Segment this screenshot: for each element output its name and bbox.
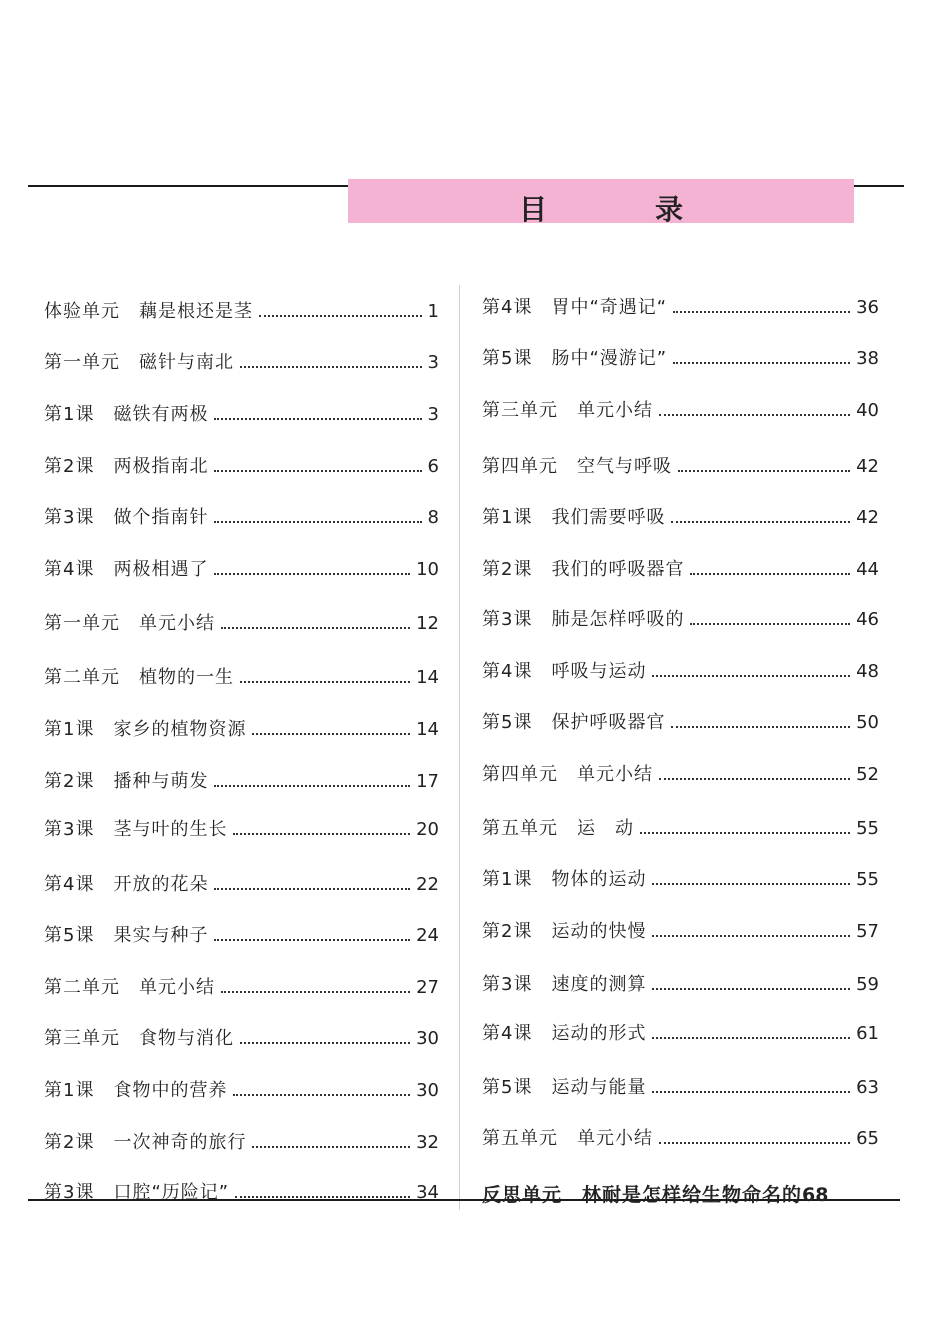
toc-page-number: 59: [856, 974, 879, 995]
toc-entry[interactable]: [482, 399, 879, 423]
toc-leader-dots: [214, 521, 421, 523]
toc-entry-label: 反思单元 林耐是怎样给生物命名的: [482, 1184, 803, 1206]
toc-page-number: 22: [416, 874, 439, 895]
toc-page-number: 63: [856, 1077, 879, 1098]
toc-entry-label: 第五单元 运 动: [482, 818, 634, 839]
toc-entry[interactable]: [44, 718, 439, 742]
toc-entry-label: 第二单元 单元小结: [44, 977, 215, 998]
toc-entry[interactable]: [44, 818, 439, 842]
column-divider: [459, 285, 460, 1210]
toc-leader-dots: [240, 1042, 410, 1044]
toc-page-number: 68: [802, 1184, 829, 1206]
toc-entry[interactable]: [482, 868, 879, 892]
toc-page-number: 42: [856, 456, 879, 477]
toc-page-number: 50: [856, 712, 879, 733]
toc-leader-dots: [240, 366, 422, 368]
toc-entry[interactable]: [482, 506, 879, 530]
toc-leader-dots: [652, 935, 850, 937]
toc-leader-dots: [214, 888, 410, 890]
toc-page-number: 34: [416, 1182, 439, 1203]
toc-page-number: 32: [416, 1132, 439, 1153]
toc-entry[interactable]: [44, 1079, 439, 1103]
page-title: 目 录: [518, 193, 723, 226]
toc-leader-dots: [652, 988, 850, 990]
toc-entry[interactable]: [482, 920, 879, 944]
toc-leader-dots: [214, 573, 410, 575]
toc-entry-label: 第3课 肺是怎样呼吸的: [482, 609, 685, 630]
toc-entry-label: 第1课 家乡的植物资源: [44, 719, 247, 740]
toc-page-number: 36: [856, 297, 879, 318]
toc-entry[interactable]: [482, 455, 879, 479]
toc-entry[interactable]: [44, 506, 439, 530]
toc-page-number: 20: [416, 819, 439, 840]
toc-entry[interactable]: [44, 351, 439, 375]
toc-leader-dots: [214, 470, 421, 472]
toc-leader-dots: [659, 414, 850, 416]
toc-entry[interactable]: [482, 347, 879, 371]
toc-page-number: 6: [427, 456, 439, 477]
toc-entry[interactable]: [482, 817, 879, 841]
toc-entry-label: 第4课 运动的形式: [482, 1023, 647, 1044]
toc-page-number: 38: [856, 348, 879, 369]
toc-page-number: 1: [427, 301, 439, 322]
toc-leader-dots: [652, 675, 850, 677]
toc-entry[interactable]: [44, 300, 439, 324]
toc-entry[interactable]: [482, 973, 879, 997]
toc-entry-label: 第1课 食物中的营养: [44, 1080, 228, 1101]
toc-page-number: 14: [416, 719, 439, 740]
toc-entry[interactable]: [44, 455, 439, 479]
toc-entry-label: 第4课 开放的花朵: [44, 874, 209, 895]
toc-page-number: 61: [856, 1023, 879, 1044]
toc-entry-label: 第5课 果实与种子: [44, 925, 209, 946]
toc-leader-dots: [235, 1196, 410, 1198]
toc-leader-dots: [671, 521, 850, 523]
toc-page-number: 10: [416, 559, 439, 580]
toc-entry-label: 第1课 我们需要呼吸: [482, 507, 666, 528]
toc-entry[interactable]: [44, 1027, 439, 1051]
toc-entry[interactable]: [44, 403, 439, 427]
toc-leader-dots: [652, 883, 850, 885]
toc-entry[interactable]: [482, 711, 879, 735]
toc-leader-dots: [214, 939, 410, 941]
toc-leader-dots: [671, 726, 850, 728]
toc-entry-label: 第1课 物体的运动: [482, 869, 647, 890]
toc-entry[interactable]: [44, 666, 439, 690]
toc-leader-dots: [233, 1094, 410, 1096]
toc-leader-dots: [221, 627, 410, 629]
toc-entry-label: 第5课 运动与能量: [482, 1077, 647, 1098]
toc-leader-dots: [652, 1037, 850, 1039]
toc-entry-label: 第5课 保护呼吸器官: [482, 712, 666, 733]
toc-page-number: 55: [856, 869, 879, 890]
toc-leader-dots: [673, 362, 850, 364]
toc-entry[interactable]: [44, 873, 439, 897]
toc-entry-label: 第一单元 磁针与南北: [44, 352, 234, 373]
toc-page-number: 12: [416, 613, 439, 634]
toc-entry-label: 第二单元 植物的一生: [44, 667, 234, 688]
toc-leader-dots: [240, 681, 410, 683]
toc-page-number: 3: [427, 352, 439, 373]
toc-entry-label: 第2课 一次神奇的旅行: [44, 1132, 247, 1153]
toc-leader-dots: [659, 778, 850, 780]
toc-entry-label: 第四单元 单元小结: [482, 764, 653, 785]
toc-entry[interactable]: [44, 770, 439, 794]
toc-page-number: 17: [416, 771, 439, 792]
toc-leader-dots: [659, 1142, 850, 1144]
toc-entry-label: 第3课 茎与叶的生长: [44, 819, 228, 840]
toc-page-number: 30: [416, 1028, 439, 1049]
toc-leader-dots: [259, 315, 422, 317]
toc-entry-label: 第4课 胃中“奇遇记“: [482, 297, 668, 318]
toc-leader-dots: [690, 623, 850, 625]
toc-entry-label: 第三单元 食物与消化: [44, 1028, 234, 1049]
toc-leader-dots: [690, 573, 850, 575]
toc-page-number: 65: [856, 1128, 879, 1149]
toc-entry[interactable]: [44, 1181, 439, 1205]
toc-entry-label: 第4课 呼吸与运动: [482, 661, 647, 682]
toc-leader-dots: [233, 833, 410, 835]
toc-leader-dots: [214, 418, 421, 420]
toc-entry[interactable]: [482, 558, 879, 582]
toc-entry-label: 第五单元 单元小结: [482, 1128, 653, 1149]
toc-entry[interactable]: [482, 1127, 879, 1151]
toc-entry-label: 第5课 肠中“漫游记”: [482, 348, 668, 369]
toc-entry[interactable]: [482, 763, 879, 787]
toc-page-number: 8: [427, 507, 439, 528]
toc-entry-label: 第一单元 单元小结: [44, 613, 215, 634]
toc-page-number: 3: [427, 404, 439, 425]
toc-page-number: 48: [856, 661, 879, 682]
toc-leader-dots: [214, 785, 410, 787]
toc-entry[interactable]: [482, 296, 879, 320]
toc-entry-label: 体验单元 藕是根还是茎: [44, 301, 253, 322]
toc-entry-label: 第3课 做个指南针: [44, 507, 209, 528]
toc-leader-dots: [252, 1146, 410, 1148]
toc-page-number: 24: [416, 925, 439, 946]
toc-entry-label: 第三单元 单元小结: [482, 400, 653, 421]
toc-entry[interactable]: [482, 1183, 879, 1207]
toc-entry[interactable]: [482, 660, 879, 684]
toc-entry[interactable]: [482, 1022, 879, 1046]
toc-entry-label: 第4课 两极相遇了: [44, 559, 209, 580]
toc-page-number: 40: [856, 400, 879, 421]
toc-leader-dots: [673, 311, 850, 313]
toc-page-number: 42: [856, 507, 879, 528]
toc-entry-label: 第2课 我们的呼吸器官: [482, 559, 685, 580]
toc-page-number: 30: [416, 1080, 439, 1101]
toc-leader-dots: [221, 991, 410, 993]
toc-entry-label: 第3课 速度的测算: [482, 974, 647, 995]
toc-page-number: 57: [856, 921, 879, 942]
toc-page-number: 55: [856, 818, 879, 839]
toc-leader-dots: [640, 832, 850, 834]
toc-entry[interactable]: [482, 1076, 879, 1100]
toc-page-number: 14: [416, 667, 439, 688]
toc-page-number: 44: [856, 559, 879, 580]
toc-entry-label: 第1课 磁铁有两极: [44, 404, 209, 425]
toc-leader-dots: [252, 733, 410, 735]
toc-entry[interactable]: [44, 924, 439, 948]
toc-entry[interactable]: [44, 976, 439, 1000]
toc-entry-label: 第2课 两极指南北: [44, 456, 209, 477]
toc-page-number: 27: [416, 977, 439, 998]
toc-leader-dots: [652, 1091, 850, 1093]
toc-entry-label: 第2课 运动的快慢: [482, 921, 647, 942]
toc-entry[interactable]: [44, 1131, 439, 1155]
toc-entry[interactable]: [44, 612, 439, 636]
toc-entry-label: 第四单元 空气与呼吸: [482, 456, 672, 477]
toc-entry-label: 第2课 播种与萌发: [44, 771, 209, 792]
toc-entry-label: 第3课 口腔“历险记”: [44, 1182, 230, 1203]
toc-leader-dots: [678, 470, 850, 472]
toc-entry[interactable]: [44, 558, 439, 582]
toc-page-number: 52: [856, 764, 879, 785]
toc-entry[interactable]: [482, 608, 879, 632]
toc-page-number: 46: [856, 609, 879, 630]
